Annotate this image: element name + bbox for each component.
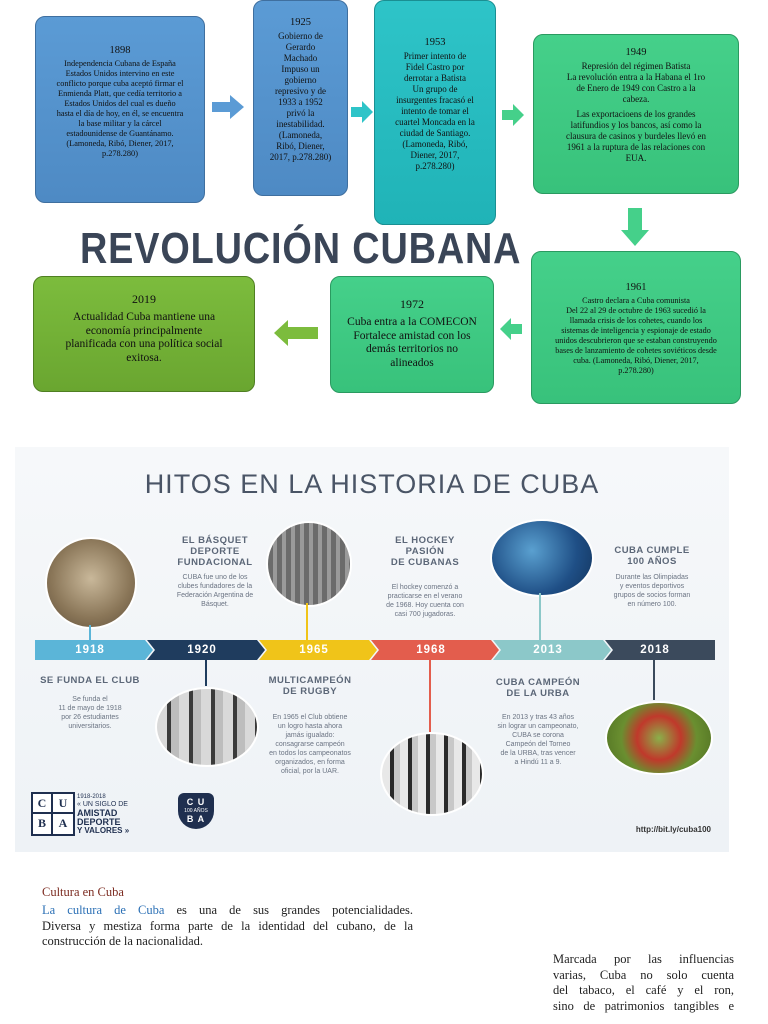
infographic	[15, 447, 729, 852]
centenary-slogan: 1918-2018 « UN SIGLO DE AMISTAD DEPORTE Y VALORES »	[77, 794, 130, 835]
connector-line	[539, 593, 541, 640]
culture-side-paragraph: Marcada por las influencias varias, Cuba no solo cuenta del tabaco, el café y el ron, sino de patrimonios tangibles e	[553, 952, 734, 1013]
timeline-year: 1965	[299, 644, 329, 656]
box-1925	[253, 0, 348, 196]
timeline-year: 2013	[533, 644, 563, 656]
heading-basquet: EL BÁSQUET DEPORTE FUNDACIONAL	[177, 535, 253, 568]
arrow-right-icon	[212, 95, 244, 119]
info-url[interactable]: http://bit.ly/cuba100	[635, 825, 711, 834]
box-1961	[531, 251, 741, 404]
box-text: Actualidad Cuba mantiene una economía principalmente planificada con una política social exitosa.	[65, 311, 223, 364]
photo-2018	[605, 701, 713, 775]
box-text: Independencia Cubana de España Estados Unidos intervino en este conflicto porque cuba aceptó firmar el Enmienda Platt, que cedía territorio a Estados Unidos del cual es dueño hasta el día de hoy, en él, se encuentra la base militar y la cárcel estadounidense de Guantánamo. (Lamoneda, Ribó, Diener, 2017, p.278.280)	[56, 59, 184, 158]
box-year: 1953	[424, 37, 446, 48]
box-2019	[33, 276, 255, 392]
box-year: 1949	[625, 47, 647, 58]
box-year: 1961	[625, 282, 647, 293]
photo-1918	[45, 537, 137, 629]
box-text: Gobierno de Gerardo Machado Impuso un gobierno represivo y de 1933 a 1952 privó la inestabilidad. (Lamoneda, Ribó, Diener, 2017, p.278.280)	[269, 31, 332, 162]
text-basquet: CUBA fue uno de los clubes fundadores de la Federación Argentina de Básquet.	[176, 574, 254, 608]
text-hockey: El hockey comenzó a practicarse en el verano de 1968. Hoy cuenta con casi 700 jugadoras.	[386, 584, 464, 618]
heading-urba: CUBA CAMPEÓN DE LA URBA	[495, 677, 581, 699]
box-year: 1972	[400, 297, 424, 311]
timeline-year: 1968	[416, 644, 446, 656]
arrow-down-icon	[621, 208, 649, 246]
box-1949	[533, 34, 739, 194]
heading-hockey: EL HOCKEY PASIÓN DE CUBANAS	[390, 535, 460, 568]
page-title: REVOLUCIÓN CUBANA	[80, 224, 522, 273]
arrow-left-icon	[500, 318, 522, 340]
timeline-year: 1918	[75, 644, 105, 656]
culture-heading: Cultura en Cuba	[42, 885, 124, 899]
text-cumple: Durante las Olimpiadas y eventos deportivos grupos de socios forman en número 100.	[613, 574, 691, 608]
heading-cumple: CUBA CUMPLE 100 AÑOS	[614, 545, 690, 567]
box-1953	[374, 0, 496, 225]
box-text: Cuba entra a la COMECON Fortalece amistad con los demás territorios no alineados	[347, 316, 477, 369]
heading-rugby: MULTICAMPEÓN DE RUGBY	[268, 675, 352, 697]
box-text: Primer intento de Fidel Castro por derrotar a Batista Un grupo de insurgentes fracasó el intento de tomar el cuartel Moncada en la ciudad de Santiago. (Lamoneda, Ribó, Diener, 2017, p.278.280)	[395, 51, 475, 171]
connector-line	[653, 660, 655, 700]
box-year: 1898	[109, 45, 131, 56]
arrow-right-icon	[502, 104, 524, 126]
connector-line	[89, 625, 91, 640]
text-funda: Se funda el 11 de mayo de 1918 por 26 estudiantes universitarios.	[58, 696, 122, 730]
club-logo: C U B A	[31, 792, 75, 836]
photo-2013	[490, 519, 594, 597]
infographic-title: HITOS EN LA HISTORIA DE CUBA	[144, 469, 600, 499]
box-text: Represión del régimen Batista La revolución entra a la Habana el 1ro de Enero de 1949 con Castro a la cabeza. Las exportacioens de los grandes latifundios y los bancos, así como la clausura de casinos y burdeles llevó en 1961 a la ruptura de las relaciones con EUA.	[566, 61, 706, 163]
connector-line	[306, 603, 308, 640]
box-text: Castro declara a Cuba comunista Del 22 al 29 de octubre de 1963 sucedió la llamada crisis de los cohetes, cuando los sistemas de inteligencia y espionaje de estado unidos descubrieron que se estaban construyendo bases de lanzamiento de cohetes soviéticos desde cuba. (Lamoneda, Ribó, Diener, 2017, p.278.280)	[555, 296, 717, 375]
centenary-badge: C U 100 AÑOS B A	[178, 793, 214, 829]
box-1972	[330, 276, 494, 393]
culture-paragraph: La cultura de Cuba es una de sus grandes potencialidades. Diversa y mestiza forma parte de la identidad del cubano, de la construcción de la nacionalidad.	[42, 903, 413, 948]
connector-line	[429, 660, 431, 732]
photo-1965	[266, 521, 352, 607]
timeline-year: 1920	[187, 644, 217, 656]
box-year: 1925	[290, 17, 311, 28]
heading-funda: SE FUNDA EL CLUB	[40, 675, 140, 686]
culture-link[interactable]: La cultura de Cuba	[42, 903, 165, 917]
photo-1920	[155, 687, 259, 767]
timeline-year: 2018	[640, 644, 670, 656]
arrow-left-icon	[274, 320, 318, 346]
connector-line	[205, 660, 207, 686]
photo-1968	[380, 732, 484, 816]
box-year: 2019	[132, 292, 156, 306]
box-1898	[35, 16, 205, 203]
arrow-right-icon	[351, 101, 373, 123]
text-rugby: En 1965 el Club obtiene un logro hasta ahora jamás igualado: consagrarse campeón en todos los campeonatos organizados, en forma oficial, por la UAR.	[269, 714, 351, 775]
text-urba: En 2013 y tras 43 años sin lograr un campeonato, CUBA se corona Campeón del Torneo de la URBA, tras vencer a Hindú 11 a 9.	[497, 714, 579, 766]
